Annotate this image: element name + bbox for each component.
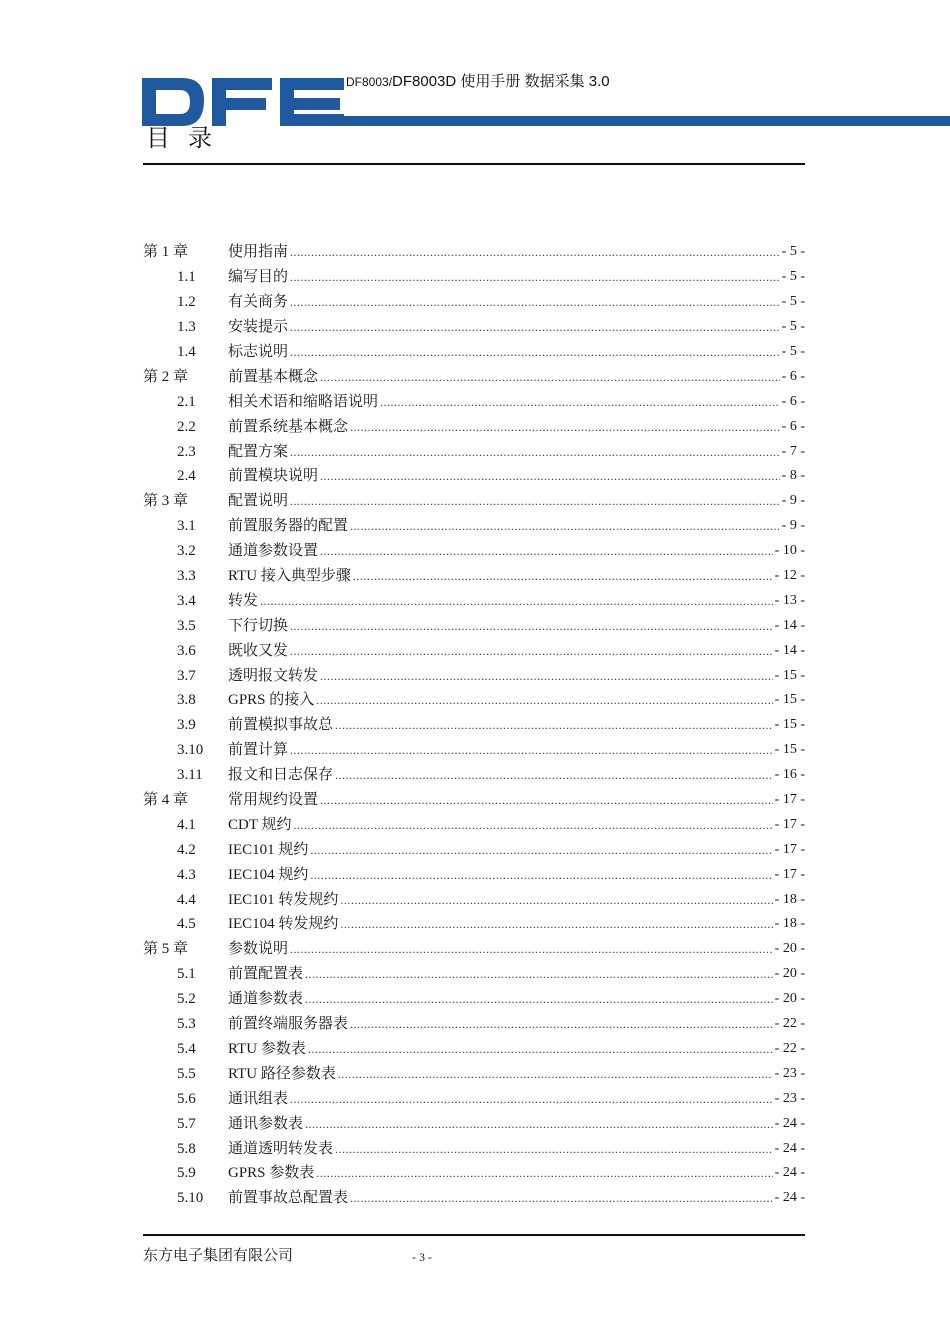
title-divider	[143, 163, 805, 165]
toc-entry[interactable]	[143, 937, 805, 962]
toc-entry-page: - 5 -	[781, 319, 805, 335]
toc-entry-number: 2.3	[177, 443, 196, 460]
toc-dot-leader	[290, 641, 773, 661]
toc-entry-number: 5.10	[177, 1190, 204, 1207]
toc-dot-leader	[338, 1064, 773, 1084]
toc-entry-page: - 23 -	[774, 1090, 805, 1106]
toc-dot-leader	[290, 939, 773, 959]
header-doc-title: DF8003D 使用手册 数据采集 3.0	[392, 73, 610, 90]
toc-dot-leader	[290, 317, 780, 337]
toc-entry-title: 前置终端服务器表	[228, 1016, 349, 1033]
toc-dot-leader	[290, 342, 780, 362]
toc-entry-number: 5.2	[177, 991, 196, 1008]
toc-entry-page: - 20 -	[774, 941, 805, 957]
toc-entry[interactable]	[143, 887, 805, 912]
toc-entry-page: - 10 -	[774, 543, 805, 559]
toc-entry-title: 前置服务器的配置	[228, 518, 349, 535]
toc-entry[interactable]	[143, 265, 805, 290]
toc-dot-leader	[350, 1188, 773, 1208]
toc-entry-page: - 16 -	[774, 767, 805, 783]
toc-entry-number: 3.4	[177, 592, 196, 609]
toc-entry-title: 配置方案	[228, 443, 289, 460]
toc-dot-leader	[350, 516, 780, 536]
page-title: 目录	[146, 126, 230, 152]
toc-entry-page: - 5 -	[781, 244, 805, 260]
toc-dot-leader	[293, 815, 772, 835]
toc-entry-page: - 14 -	[774, 642, 805, 658]
toc-entry-page: - 14 -	[774, 617, 805, 633]
toc-entry-page: - 7 -	[781, 443, 805, 459]
toc-entry-page: - 9 -	[781, 518, 805, 534]
toc-entry-page: - 15 -	[774, 667, 805, 683]
toc-entry[interactable]	[143, 962, 805, 987]
toc-dot-leader	[305, 964, 773, 984]
toc-entry-number: 3.1	[177, 518, 196, 535]
toc-entry[interactable]	[143, 414, 805, 439]
toc-dot-leader	[320, 466, 780, 486]
toc-entry[interactable]	[143, 1186, 805, 1211]
toc-dot-leader	[350, 417, 780, 437]
toc-dot-leader	[316, 690, 772, 710]
toc-entry-title: CDT 规约	[228, 816, 292, 833]
toc-entry-number: 5.9	[177, 1165, 196, 1182]
toc-dot-leader	[340, 890, 772, 910]
toc-entry[interactable]	[143, 340, 805, 365]
toc-entry-number: 3.3	[177, 568, 196, 585]
toc-entry-page: - 17 -	[774, 866, 805, 882]
toc-entry-page: - 23 -	[774, 1065, 805, 1081]
toc-entry[interactable]	[143, 240, 805, 265]
toc-entry-page: - 22 -	[774, 1016, 805, 1032]
toc-entry-title: 前置事故总配置表	[228, 1190, 349, 1207]
toc-entry-page: - 13 -	[774, 592, 805, 608]
toc-dot-leader	[308, 1039, 773, 1059]
toc-entry-number: 3.9	[177, 717, 196, 734]
toc-entry[interactable]	[143, 812, 805, 837]
toc-entry-page: - 24 -	[774, 1115, 805, 1131]
toc-dot-leader	[290, 292, 780, 312]
toc-entry-number: 5.4	[177, 1040, 196, 1057]
toc-entry-number: 4.5	[177, 916, 196, 933]
toc-entry-title: 下行切换	[228, 617, 289, 634]
toc-entry-page: - 6 -	[781, 368, 805, 384]
toc-entry[interactable]	[143, 1012, 805, 1037]
footer-company: 东方电子集团有限公司	[143, 1248, 294, 1264]
toc-entry[interactable]	[143, 539, 805, 564]
toc-entry-number: 5.1	[177, 966, 196, 983]
toc-entry[interactable]	[143, 1037, 805, 1062]
toc-entry-title: 有关商务	[228, 294, 289, 311]
toc-entry-page: - 15 -	[774, 692, 805, 708]
toc-entry[interactable]	[143, 1136, 805, 1161]
toc-entry-title: RTU 路径参数表	[228, 1065, 336, 1082]
toc-dot-leader	[290, 242, 780, 262]
toc-dot-leader	[335, 715, 773, 735]
toc-entry-number: 3.10	[177, 742, 204, 759]
toc-dot-leader	[316, 1163, 772, 1183]
toc-entry-number: 4.2	[177, 841, 196, 858]
toc-entry-title: 常用规约设置	[228, 792, 319, 809]
toc-dot-leader	[310, 865, 772, 885]
toc-dot-leader	[290, 740, 773, 760]
toc-dot-leader	[320, 666, 773, 686]
toc-entry[interactable]	[143, 663, 805, 688]
toc-entry[interactable]	[143, 1161, 805, 1186]
toc-entry-title: GPRS 的接入	[228, 692, 315, 709]
toc-entry-page: - 17 -	[774, 792, 805, 808]
toc-dot-leader	[305, 1114, 773, 1134]
toc-entry-title: 通道参数表	[228, 991, 304, 1008]
toc-dot-leader	[340, 914, 772, 934]
toc-dot-leader	[335, 1139, 773, 1159]
toc-dot-leader	[290, 491, 780, 511]
toc-entry-number: 3.5	[177, 617, 196, 634]
toc-dot-leader	[290, 267, 780, 287]
toc-entry[interactable]	[143, 1061, 805, 1086]
toc-entry-page: - 5 -	[781, 294, 805, 310]
toc-entry-number: 3.6	[177, 642, 196, 659]
toc-entry-page: - 12 -	[774, 568, 805, 584]
toc-entry-page: - 17 -	[774, 841, 805, 857]
toc-entry-number: 3.2	[177, 543, 196, 560]
toc-entry-title: 通道参数设置	[228, 543, 319, 560]
toc-entry-number: 3.7	[177, 667, 196, 684]
toc-entry-title: 通讯参数表	[228, 1115, 304, 1132]
toc-entry-number: 5.5	[177, 1065, 196, 1082]
toc-entry-number: 2.1	[177, 393, 196, 410]
toc-entry-page: - 6 -	[781, 393, 805, 409]
toc-entry[interactable]	[143, 514, 805, 539]
toc-entry[interactable]	[143, 763, 805, 788]
toc-entry-page: - 24 -	[774, 1165, 805, 1181]
toc-entry-number: 4.4	[177, 891, 196, 908]
toc-dot-leader	[380, 392, 780, 412]
toc-entry-page: - 15 -	[774, 742, 805, 758]
toc-entry-page: - 9 -	[781, 493, 805, 509]
toc-entry-title: 通道透明转发表	[228, 1140, 334, 1157]
toc-entry-title: 既收又发	[228, 642, 289, 659]
toc-dot-leader	[350, 1014, 773, 1034]
toc-entry[interactable]	[143, 738, 805, 763]
toc-dot-leader	[305, 989, 773, 1009]
toc-entry[interactable]	[143, 613, 805, 638]
toc-dot-leader	[335, 765, 773, 785]
toc-dot-leader	[290, 442, 780, 462]
toc-entry-number: 3.8	[177, 692, 196, 709]
toc-entry-number: 2.4	[177, 468, 196, 485]
toc-entry[interactable]	[143, 788, 805, 813]
toc-entry-page: - 5 -	[781, 269, 805, 285]
toc-entry-number: 5.6	[177, 1090, 196, 1107]
toc-entry-title: 标志说明	[228, 344, 289, 360]
toc-entry[interactable]	[143, 1111, 805, 1136]
toc-entry[interactable]	[143, 290, 805, 315]
toc-entry-page: - 20 -	[774, 991, 805, 1007]
toc-entry-number: 5.3	[177, 1016, 196, 1033]
toc-entry-page: - 5 -	[781, 344, 805, 359]
toc-entry[interactable]	[143, 688, 805, 713]
document-header	[346, 70, 610, 91]
table-of-contents	[143, 240, 805, 1211]
toc-entry-page: - 22 -	[774, 1040, 805, 1056]
toc-entry-title: 透明报文转发	[228, 667, 319, 684]
toc-entry-number: 第 2 章	[143, 368, 189, 385]
toc-entry-title: 前置系统基本概念	[228, 418, 349, 435]
toc-entry-number: 5.8	[177, 1140, 196, 1157]
toc-dot-leader	[320, 367, 780, 387]
toc-entry-number: 第 5 章	[143, 941, 189, 958]
toc-dot-leader	[320, 790, 773, 810]
toc-entry-page: - 15 -	[774, 717, 805, 733]
toc-entry-title: 配置说明	[228, 493, 289, 510]
toc-dot-leader	[310, 840, 772, 860]
toc-dot-leader	[260, 591, 773, 611]
toc-entry-page: - 24 -	[774, 1140, 805, 1156]
toc-entry-page: - 17 -	[774, 816, 805, 832]
toc-entry-number: 1.4	[177, 344, 196, 360]
toc-dot-leader	[290, 616, 773, 636]
toc-entry[interactable]	[143, 862, 805, 887]
toc-entry-title: 前置模拟事故总	[228, 717, 334, 734]
footer-divider	[143, 1234, 805, 1236]
toc-entry[interactable]	[143, 564, 805, 589]
toc-entry-page: - 6 -	[781, 418, 805, 434]
toc-entry-title: 转发	[228, 592, 259, 609]
toc-entry-title: 参数说明	[228, 941, 289, 958]
toc-dot-leader	[320, 541, 773, 561]
toc-entry-number: 5.7	[177, 1115, 196, 1132]
footer-page-number: - 3 -	[412, 1250, 432, 1264]
toc-entry-title: 前置模块说明	[228, 468, 319, 485]
toc-entry[interactable]	[143, 713, 805, 738]
header-banner-bar	[330, 116, 950, 126]
toc-entry-title: 安装提示	[228, 319, 289, 336]
toc-entry-number: 3.11	[177, 767, 203, 784]
toc-entry-page: - 18 -	[774, 916, 805, 932]
toc-entry-title: 使用指南	[228, 244, 289, 261]
toc-entry[interactable]	[143, 1086, 805, 1111]
toc-entry[interactable]	[143, 439, 805, 464]
toc-entry-number: 第 4 章	[143, 792, 189, 809]
toc-entry-title: 通讯组表	[228, 1090, 289, 1107]
toc-entry-title: 前置基本概念	[228, 368, 319, 385]
toc-entry-title: IEC101 转发规约	[228, 891, 339, 908]
toc-entry-number: 1.1	[177, 269, 196, 286]
toc-entry-number: 4.3	[177, 866, 196, 883]
toc-dot-leader	[353, 566, 773, 586]
toc-entry-title: 相关术语和缩略语说明	[228, 393, 379, 410]
toc-entry-title: 编写目的	[228, 269, 289, 286]
toc-entry-page: - 24 -	[774, 1190, 805, 1206]
header-model-small: DF8003/	[346, 75, 393, 89]
toc-entry[interactable]	[143, 364, 805, 389]
toc-entry-title: IEC104 转发规约	[228, 916, 339, 933]
toc-entry[interactable]	[143, 638, 805, 663]
toc-entry-number: 2.2	[177, 418, 196, 435]
toc-entry[interactable]	[143, 464, 805, 489]
toc-entry[interactable]	[143, 315, 805, 340]
toc-entry[interactable]	[143, 987, 805, 1012]
toc-entry-number: 第 3 章	[143, 493, 189, 510]
toc-dot-leader	[290, 1089, 773, 1109]
toc-entry-title: IEC101 规约	[228, 841, 309, 858]
toc-entry-page: - 8 -	[781, 468, 805, 484]
toc-entry-title: 前置计算	[228, 742, 289, 759]
toc-entry-page: - 18 -	[774, 891, 805, 907]
toc-entry[interactable]	[143, 588, 805, 613]
toc-entry-number: 1.2	[177, 294, 196, 311]
toc-entry-number: 4.1	[177, 816, 196, 833]
toc-entry-title: GPRS 参数表	[228, 1165, 315, 1182]
toc-entry-number: 第 1 章	[143, 244, 189, 261]
toc-entry[interactable]	[143, 489, 805, 514]
toc-entry-title: RTU 参数表	[228, 1040, 306, 1057]
toc-entry-page: - 20 -	[774, 966, 805, 982]
toc-entry-title: 报文和日志保存	[228, 767, 334, 784]
toc-entry-title: 前置配置表	[228, 966, 304, 983]
toc-entry[interactable]	[143, 837, 805, 862]
toc-entry-number: 1.3	[177, 319, 196, 336]
toc-entry-title: IEC104 规约	[228, 866, 309, 883]
toc-entry[interactable]	[143, 389, 805, 414]
toc-entry-title: RTU 接入典型步骤	[228, 568, 351, 585]
toc-entry[interactable]	[143, 912, 805, 937]
